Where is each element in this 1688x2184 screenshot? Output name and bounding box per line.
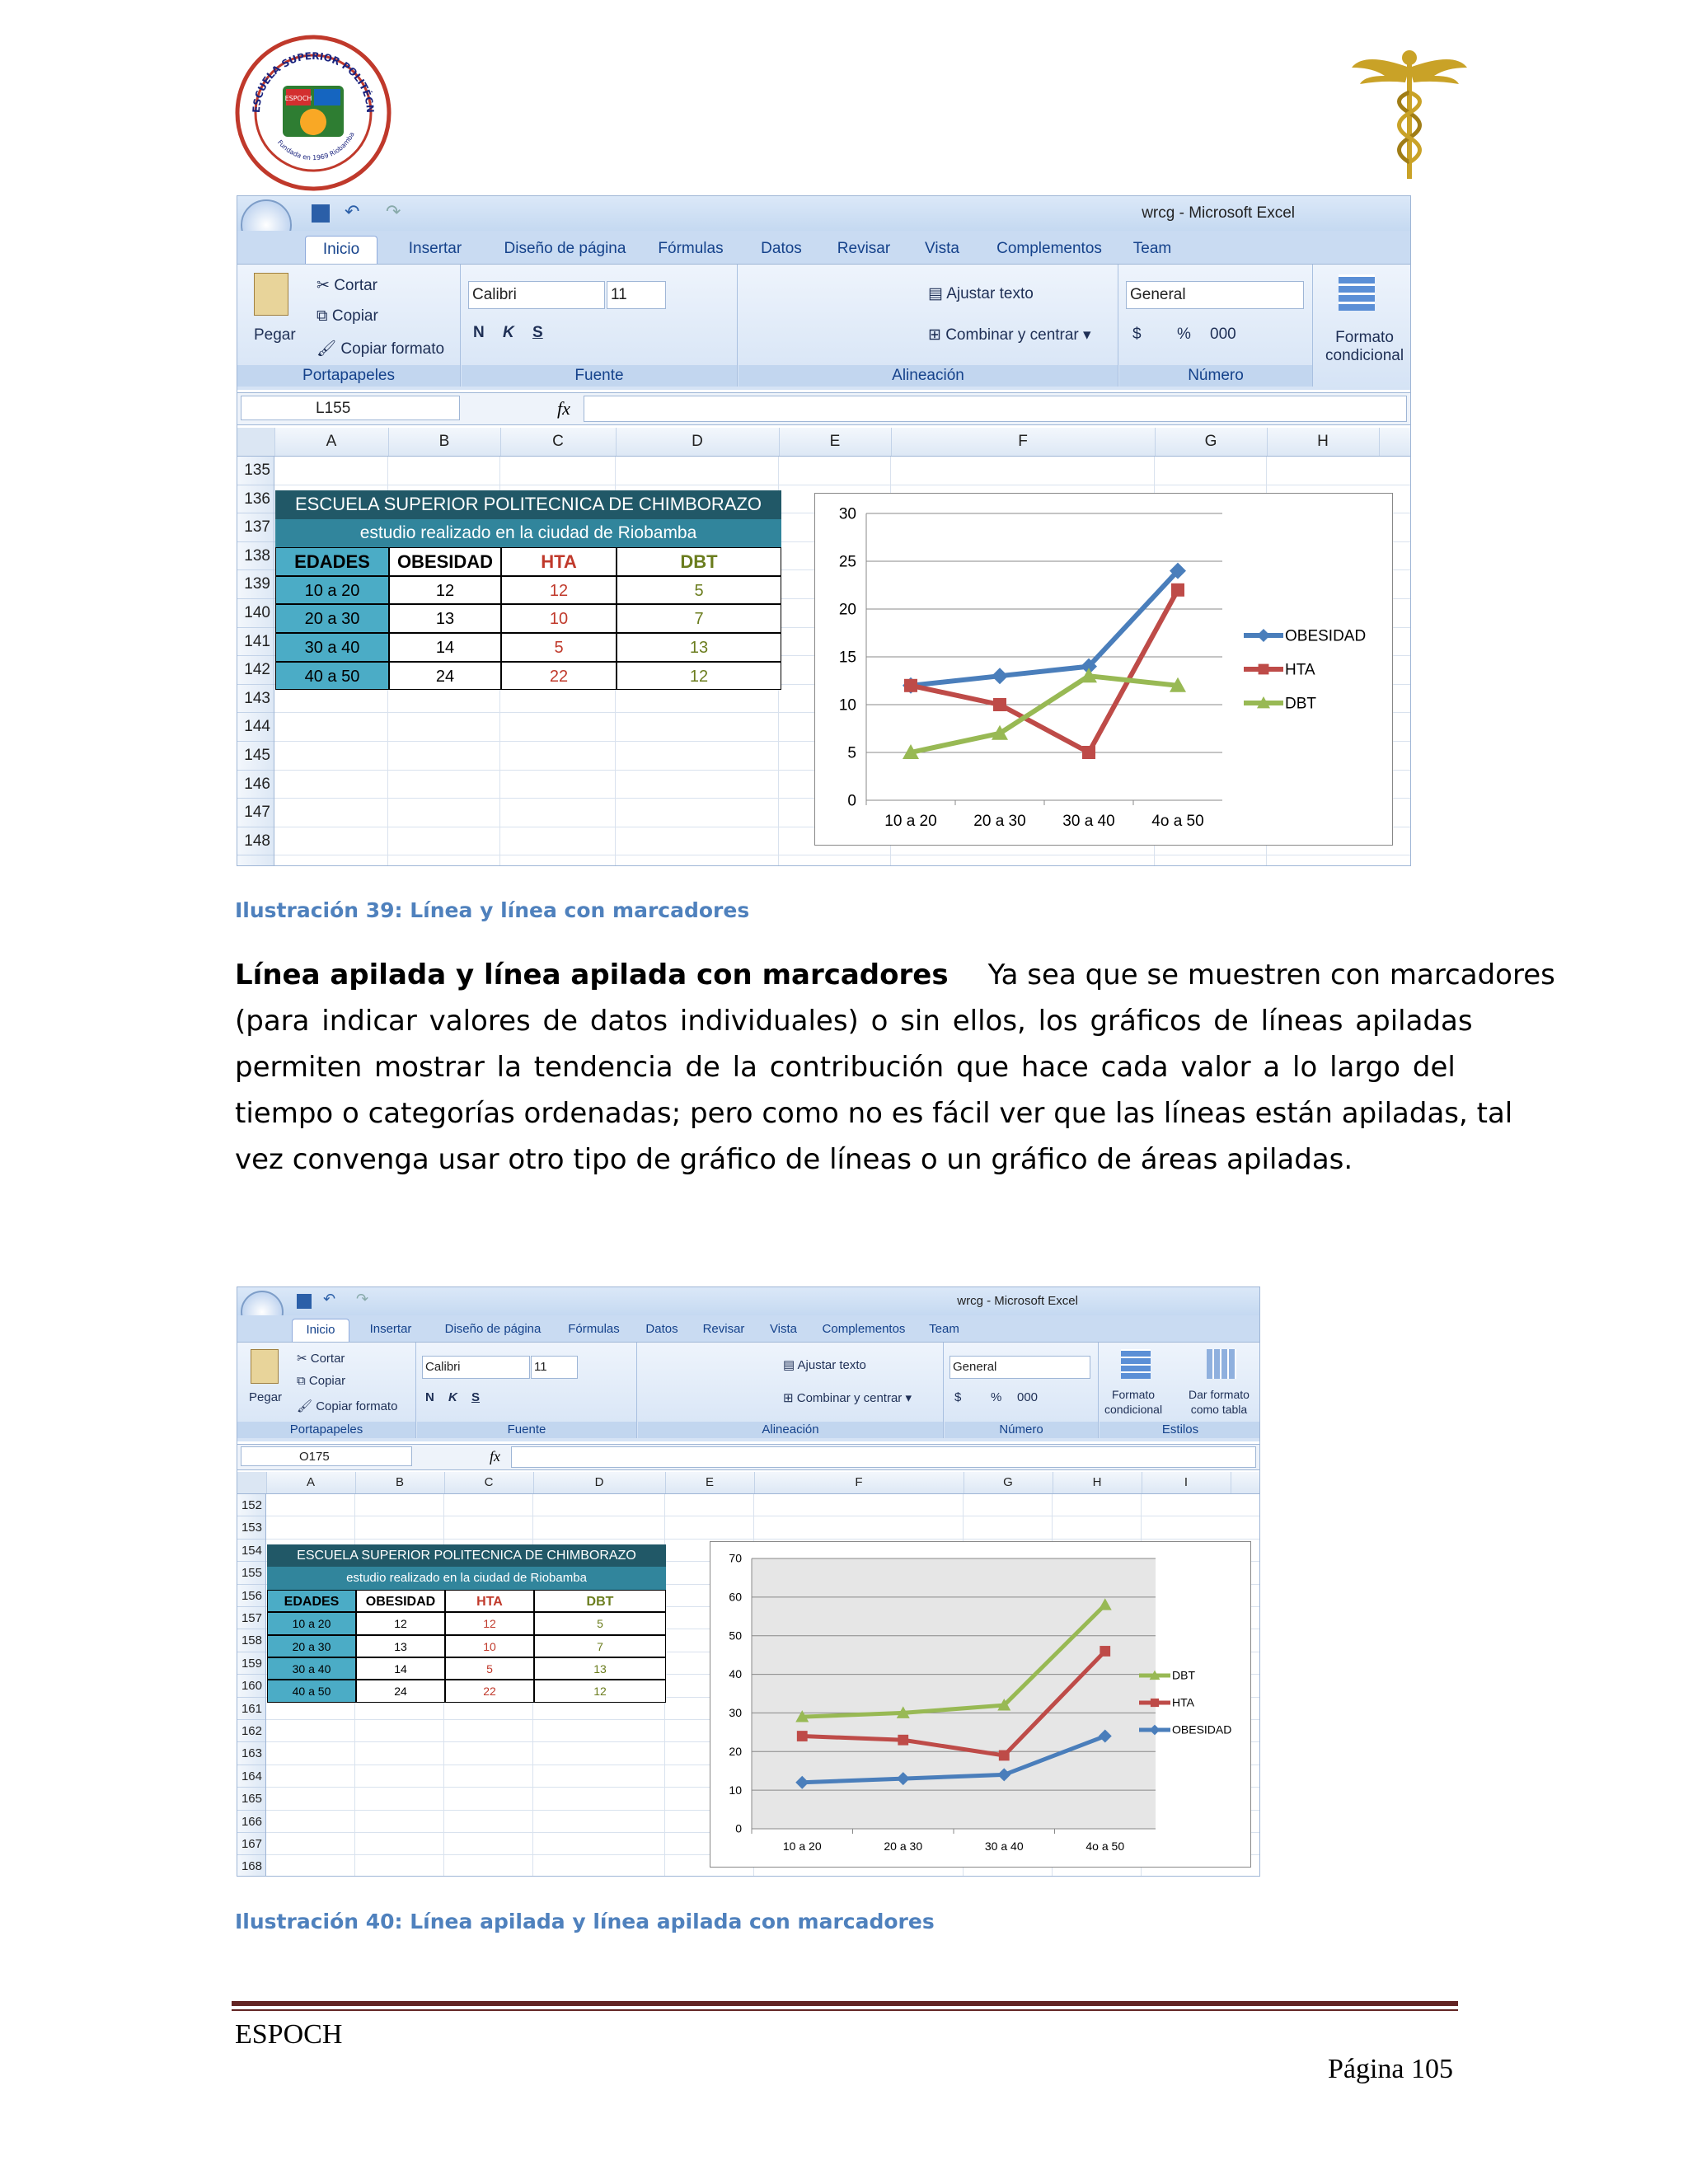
formula-input[interactable]	[511, 1446, 1256, 1468]
section-heading: Línea apilada y línea apilada con marcadores	[235, 958, 949, 991]
table-format-button[interactable]: Dar formato como tabla	[1189, 1388, 1250, 1416]
y-tick-label: 25	[838, 553, 856, 571]
row-header[interactable]: 154	[237, 1540, 265, 1562]
bold-button[interactable]: N	[473, 324, 485, 341]
tab-revisar[interactable]: Revisar	[702, 1322, 745, 1336]
row-header[interactable]: 139	[237, 570, 274, 599]
table-header-3: DBT	[617, 547, 781, 576]
table-cell: 13	[617, 633, 781, 662]
font-name-select[interactable]: Calibri	[422, 1356, 530, 1379]
ribbon-tabs	[237, 1315, 1259, 1342]
table-header-0: EDADES	[267, 1590, 356, 1612]
y-tick-label: 15	[838, 649, 856, 667]
format-painter-button[interactable]: 🖌 Copiar formato	[316, 340, 445, 358]
column-header-a[interactable]: A	[274, 428, 389, 456]
table-cell: 5	[445, 1657, 534, 1680]
excel-screenshot-1	[237, 195, 1411, 866]
table-subtitle: estudio realizado en la ciudad de Riobamba	[267, 1567, 666, 1589]
marker-square	[898, 1735, 908, 1746]
conditional-format-icon[interactable]	[1121, 1349, 1151, 1379]
caduceus-icon	[1348, 43, 1471, 183]
table-cell: 13	[534, 1657, 666, 1680]
underline-button[interactable]: S	[471, 1390, 481, 1404]
row-header[interactable]: 140	[237, 599, 274, 628]
table-cell: 14	[389, 633, 501, 662]
row-header[interactable]: 155	[237, 1562, 265, 1584]
marker-square	[1171, 583, 1184, 597]
column-header-a[interactable]: A	[266, 1472, 356, 1493]
group-label: Fuente	[417, 1422, 636, 1438]
row-header[interactable]: 160	[237, 1675, 265, 1697]
cut-button[interactable]: ✂ Cortar	[316, 277, 377, 294]
table-cell: 13	[389, 604, 501, 633]
marker-square	[1151, 1699, 1159, 1707]
group-portapapeles	[237, 1343, 416, 1438]
column-header-b[interactable]: B	[388, 428, 501, 456]
x-tick-label: 30 a 40	[984, 1840, 1024, 1853]
y-tick-label: 0	[735, 1821, 742, 1835]
line-chart-svg	[815, 494, 1392, 845]
group-label: Alineación	[638, 1422, 943, 1438]
tab-team[interactable]: Team	[1132, 240, 1172, 257]
group-estilos	[1100, 1343, 1260, 1438]
name-box[interactable]: L155	[241, 396, 460, 420]
row-header[interactable]: 135	[237, 457, 274, 485]
group-alineacion	[638, 1343, 944, 1438]
legend-label-hta: HTA	[1285, 661, 1315, 679]
table-cell: 10 a 20	[267, 1612, 356, 1634]
formula-bar	[237, 392, 1410, 425]
table-subtitle: estudio realizado en la ciudad de Riobamba	[275, 519, 781, 548]
group-numero	[945, 1343, 1099, 1438]
column-header-b[interactable]: B	[355, 1472, 445, 1493]
group-label: Fuente	[462, 365, 737, 387]
tab-insertar[interactable]: Insertar	[369, 1322, 412, 1336]
group-fuente	[417, 1343, 637, 1438]
table-cell: 30 a 40	[267, 1657, 356, 1680]
thousands-button[interactable]: 000	[1017, 1390, 1039, 1404]
row-header[interactable]: 138	[237, 542, 274, 571]
table-cell: 10 a 20	[275, 576, 389, 605]
body-paragraph	[235, 952, 1555, 1183]
merge-center-button[interactable]: ⊞ Combinar y centrar ▾	[783, 1391, 912, 1405]
table-cell: 12	[356, 1612, 445, 1634]
x-tick-label: 10 a 20	[782, 1840, 822, 1853]
column-header-c[interactable]: C	[500, 428, 617, 456]
paragraph-line-3: permiten mostrar la tendencia de la contribución que hace cada valor a lo largo del	[235, 1051, 1456, 1084]
tab-revisar[interactable]: Revisar	[837, 240, 891, 257]
italic-button[interactable]: K	[503, 324, 514, 341]
paste-icon[interactable]	[254, 273, 288, 316]
number-format-select[interactable]: General	[950, 1356, 1090, 1379]
stacked-line-chart-svg	[710, 1542, 1250, 1867]
tab-insertar[interactable]: Insertar	[408, 240, 462, 257]
data-table	[275, 490, 783, 688]
table-header-3: DBT	[534, 1590, 666, 1612]
undo-icon[interactable]: ↶	[323, 1291, 336, 1307]
merge-center-button[interactable]: ⊞ Combinar y centrar ▾	[928, 326, 1091, 344]
copy-button[interactable]: ⧉ Copiar	[316, 307, 378, 325]
paste-button[interactable]: Pegar	[249, 1390, 283, 1404]
ribbon-tabs	[237, 231, 1410, 264]
row-header[interactable]: 167	[237, 1833, 265, 1855]
series-line-obesidad	[911, 571, 1178, 686]
tab-datos[interactable]: Datos	[645, 1322, 678, 1336]
format-painter-button[interactable]: 🖌 Copiar formato	[297, 1399, 398, 1413]
column-headers	[237, 428, 1410, 457]
ribbon	[237, 1342, 1259, 1441]
marker-square	[1100, 1646, 1110, 1657]
percent-button[interactable]: %	[1177, 326, 1191, 343]
table-cell: 5	[617, 576, 781, 605]
tab-complementos[interactable]: Complementos	[996, 240, 1102, 257]
thousands-button[interactable]: 000	[1210, 326, 1236, 343]
table-cell: 40 a 50	[267, 1680, 356, 1702]
paragraph-line-2: (para indicar valores de datos individuales) o sin ellos, los gráficos de líneas apiladas	[235, 1005, 1473, 1038]
formula-input[interactable]	[584, 396, 1407, 422]
underline-button[interactable]: S	[532, 324, 543, 341]
table-cell: 7	[617, 604, 781, 633]
row-header[interactable]: 165	[237, 1788, 265, 1810]
wrap-text-button[interactable]: ▤ Ajustar texto	[783, 1358, 866, 1372]
table-cell: 14	[356, 1657, 445, 1680]
tab-vista[interactable]: Vista	[925, 240, 959, 257]
row-header[interactable]: 144	[237, 713, 274, 742]
table-cell: 22	[445, 1680, 534, 1702]
group-alineacion	[738, 265, 1118, 387]
table-cell: 40 a 50	[275, 662, 389, 691]
x-tick-label: 20 a 30	[973, 813, 1026, 830]
paragraph-line-5: vez convenga usar otro tipo de gráfico de líneas o un gráfico de áreas apiladas.	[235, 1143, 1353, 1176]
ribbon	[237, 264, 1410, 390]
select-all-corner[interactable]	[237, 428, 275, 456]
page-number: Página 105	[1327, 2054, 1453, 2084]
y-tick-label: 70	[729, 1551, 742, 1565]
stacked-line-chart[interactable]	[710, 1541, 1251, 1868]
column-header-h[interactable]: H	[1053, 1472, 1142, 1493]
save-icon[interactable]	[312, 204, 330, 223]
excel-screenshot-2	[237, 1286, 1260, 1877]
column-header-g[interactable]: G	[1155, 428, 1268, 456]
row-header[interactable]: 153	[237, 1516, 265, 1539]
table-cell: 24	[389, 662, 501, 691]
row-header[interactable]: 159	[237, 1652, 265, 1675]
group-label: Número	[945, 1422, 1098, 1438]
table-header-1: OBESIDAD	[356, 1590, 445, 1612]
fx-icon[interactable]: fx	[490, 1448, 500, 1465]
undo-icon[interactable]: ↶	[345, 201, 360, 222]
tab-formulas[interactable]: Fórmulas	[568, 1322, 620, 1336]
group-numero	[1119, 265, 1313, 387]
x-tick-label: 4o a 50	[1151, 813, 1204, 830]
y-tick-label: 50	[729, 1629, 742, 1643]
marker-diamond	[992, 668, 1008, 684]
row-header[interactable]: 168	[237, 1855, 265, 1877]
marker-square	[904, 679, 917, 692]
group-label: Número	[1119, 365, 1312, 387]
group-label: Portapapeles	[237, 365, 460, 387]
y-tick-label: 30	[838, 505, 856, 523]
row-headers	[237, 1494, 266, 1877]
column-header-e[interactable]: E	[779, 428, 892, 456]
font-size-select[interactable]: 11	[607, 281, 666, 309]
conditional-format-icon[interactable]	[1339, 274, 1375, 311]
row-header[interactable]: 136	[237, 485, 274, 514]
legend-label-dbt: DBT	[1285, 695, 1316, 713]
excel-titlebar	[237, 196, 1410, 231]
row-header[interactable]: 146	[237, 771, 274, 799]
fx-icon[interactable]: fx	[557, 398, 570, 419]
table-title: ESCUELA SUPERIOR POLITECNICA DE CHIMBORAZO	[275, 490, 781, 519]
wrap-text-button[interactable]: ▤ Ajustar texto	[928, 285, 1034, 302]
tab-inicio[interactable]: Inicio	[292, 1319, 349, 1343]
marker-square	[797, 1731, 808, 1741]
table-cell: 24	[356, 1680, 445, 1702]
table-header-1: OBESIDAD	[389, 547, 501, 576]
italic-button[interactable]: K	[448, 1390, 457, 1404]
table-cell: 10	[501, 604, 617, 633]
y-tick-label: 40	[729, 1667, 742, 1681]
excel-titlebar	[237, 1287, 1259, 1315]
x-tick-label: 30 a 40	[1062, 813, 1115, 830]
column-header-f[interactable]: F	[754, 1472, 964, 1493]
save-icon[interactable]	[297, 1294, 312, 1309]
row-header[interactable]: 148	[237, 827, 274, 856]
group-fuente	[462, 265, 738, 387]
x-tick-label: 10 a 20	[884, 813, 937, 830]
select-all-corner[interactable]	[237, 1472, 267, 1493]
currency-button[interactable]: $	[954, 1390, 962, 1404]
paste-icon[interactable]	[251, 1349, 279, 1384]
group-label: Alineación	[738, 365, 1118, 387]
column-header-d[interactable]: D	[616, 428, 780, 456]
y-tick-label: 10	[729, 1783, 742, 1797]
y-tick-label: 5	[847, 744, 856, 762]
row-header[interactable]: 147	[237, 799, 274, 827]
table-header-2: HTA	[445, 1590, 534, 1612]
row-header[interactable]: 141	[237, 628, 274, 657]
svg-text:ESPOCH: ESPOCH	[284, 95, 312, 102]
row-header[interactable]: 143	[237, 685, 274, 714]
y-tick-label: 0	[847, 792, 856, 810]
conditional-format-button[interactable]: Formato condicional	[1104, 1388, 1163, 1416]
table-cell: 20 a 30	[275, 604, 389, 633]
table-cell: 30 a 40	[275, 633, 389, 662]
y-tick-label: 30	[729, 1706, 742, 1720]
tab-datos[interactable]: Datos	[761, 240, 802, 257]
table-cell: 13	[356, 1635, 445, 1657]
column-header-e[interactable]: E	[665, 1472, 755, 1493]
table-title: ESCUELA SUPERIOR POLITECNICA DE CHIMBORAZO	[267, 1544, 666, 1567]
row-header[interactable]: 156	[237, 1585, 265, 1607]
tab-inicio[interactable]: Inicio	[305, 236, 377, 265]
table-cell: 12	[389, 576, 501, 605]
paste-button[interactable]: Pegar	[254, 326, 296, 344]
copy-button[interactable]: ⧉ Copiar	[297, 1374, 346, 1388]
column-header-c[interactable]: C	[444, 1472, 534, 1493]
footer-org: ESPOCH	[235, 2019, 343, 2050]
redo-icon[interactable]: ↷	[356, 1291, 369, 1307]
figure-caption-39: Ilustración 39: Línea y línea con marcadores	[235, 898, 750, 922]
tab-formulas[interactable]: Fórmulas	[658, 240, 724, 257]
row-header[interactable]: 162	[237, 1720, 265, 1742]
marker-square	[1082, 746, 1095, 759]
x-tick-label: 20 a 30	[884, 1840, 923, 1853]
name-box[interactable]: O175	[241, 1446, 412, 1466]
marker-square	[999, 1750, 1010, 1761]
font-size-select[interactable]: 11	[531, 1356, 578, 1379]
table-cell: 22	[501, 662, 617, 691]
redo-icon[interactable]: ↷	[386, 201, 401, 222]
column-header-h[interactable]: H	[1267, 428, 1380, 456]
font-name-select[interactable]: Calibri	[468, 281, 605, 309]
tab-complementos[interactable]: Complementos	[822, 1322, 906, 1336]
grid-line	[266, 1539, 1259, 1540]
tab-diseno[interactable]: Diseño de página	[444, 1322, 542, 1336]
table-cell: 7	[534, 1635, 666, 1657]
row-header[interactable]: 163	[237, 1742, 265, 1765]
svg-text:Fundada en 1969 Riobamba - Ecu: Fundada en 1969 Riobamba	[275, 130, 356, 162]
footer-rule-thin	[232, 2009, 1458, 2011]
legend-label-dbt: DBT	[1172, 1668, 1195, 1682]
y-tick-label: 20	[838, 601, 856, 619]
table-cell: 12	[534, 1680, 666, 1702]
line-chart[interactable]	[814, 493, 1393, 846]
percent-button[interactable]: %	[991, 1390, 1002, 1404]
column-headers	[237, 1472, 1259, 1494]
group-label: Estilos	[1100, 1422, 1260, 1438]
row-headers	[237, 457, 274, 866]
table-header-2: HTA	[501, 547, 617, 576]
table-cell: 12	[617, 662, 781, 691]
column-header-d[interactable]: D	[533, 1472, 666, 1493]
legend-label-obesidad: OBESIDAD	[1172, 1722, 1232, 1736]
column-header-f[interactable]: F	[891, 428, 1156, 456]
group-portapapeles	[237, 265, 461, 387]
legend-label-hta: HTA	[1172, 1695, 1194, 1709]
row-header[interactable]: 161	[237, 1698, 265, 1720]
group-estilos	[1314, 265, 1411, 387]
table-cell: 5	[501, 633, 617, 662]
paragraph-line-1: Línea apilada y línea apilada con marcadores Ya sea que se muestren con marcadores	[235, 958, 1555, 991]
table-cell: 12	[445, 1612, 534, 1634]
group-label: Portapapeles	[237, 1422, 415, 1438]
conditional-format-button[interactable]: Formato condicional	[1325, 329, 1404, 364]
figure-caption-40: Ilustración 40: Línea apilada y línea apilada con marcadores	[235, 1910, 935, 1933]
seal-text: ESCUELA SUPERIOR POLITÉCN	[250, 49, 377, 114]
row-header[interactable]: 145	[237, 742, 274, 771]
table-format-icon[interactable]	[1207, 1349, 1236, 1379]
row-header[interactable]: 158	[237, 1629, 265, 1652]
bold-button[interactable]: N	[425, 1390, 434, 1404]
tab-diseno[interactable]: Diseño de página	[504, 240, 626, 257]
table-cell: 12	[501, 576, 617, 605]
row-header[interactable]: 152	[237, 1494, 265, 1516]
row-header[interactable]: 157	[237, 1607, 265, 1629]
paragraph-line-4: tiempo o categorías ordenadas; pero como no es fácil ver que las líneas están apiladas, tal	[235, 1097, 1513, 1130]
marker-square	[993, 698, 1006, 711]
row-header[interactable]: 137	[237, 513, 274, 542]
x-tick-label: 4o a 50	[1085, 1840, 1125, 1853]
data-table	[267, 1544, 668, 1699]
cut-button[interactable]: ✂ Cortar	[297, 1352, 345, 1366]
formula-bar	[237, 1444, 1259, 1470]
series-line-dbt	[911, 676, 1178, 752]
y-tick-label: 60	[729, 1590, 742, 1604]
window-title: wrcg - Microsoft Excel	[957, 1294, 1078, 1308]
y-tick-label: 20	[729, 1744, 742, 1758]
column-header-i[interactable]: I	[1142, 1472, 1231, 1493]
currency-button[interactable]: $	[1132, 326, 1142, 343]
row-header[interactable]: 166	[237, 1811, 265, 1833]
number-format-select[interactable]: General	[1126, 281, 1304, 309]
row-header[interactable]: 142	[237, 656, 274, 685]
tab-vista[interactable]: Vista	[769, 1322, 798, 1336]
marker-diamond	[1257, 629, 1270, 642]
table-cell: 10	[445, 1635, 534, 1657]
plot-area	[752, 1558, 1156, 1829]
table-cell: 5	[534, 1612, 666, 1634]
tab-team[interactable]: Team	[929, 1322, 959, 1336]
espoch-seal	[235, 35, 392, 191]
window-title: wrcg - Microsoft Excel	[1142, 204, 1295, 222]
row-header[interactable]: 164	[237, 1765, 265, 1788]
y-tick-label: 10	[838, 696, 856, 715]
table-cell: 20 a 30	[267, 1635, 356, 1657]
marker-square	[1259, 664, 1269, 675]
legend-label-obesidad: OBESIDAD	[1285, 627, 1367, 645]
column-header-g[interactable]: G	[964, 1472, 1053, 1493]
table-header-0: EDADES	[275, 547, 389, 576]
footer-rule	[232, 2001, 1458, 2006]
